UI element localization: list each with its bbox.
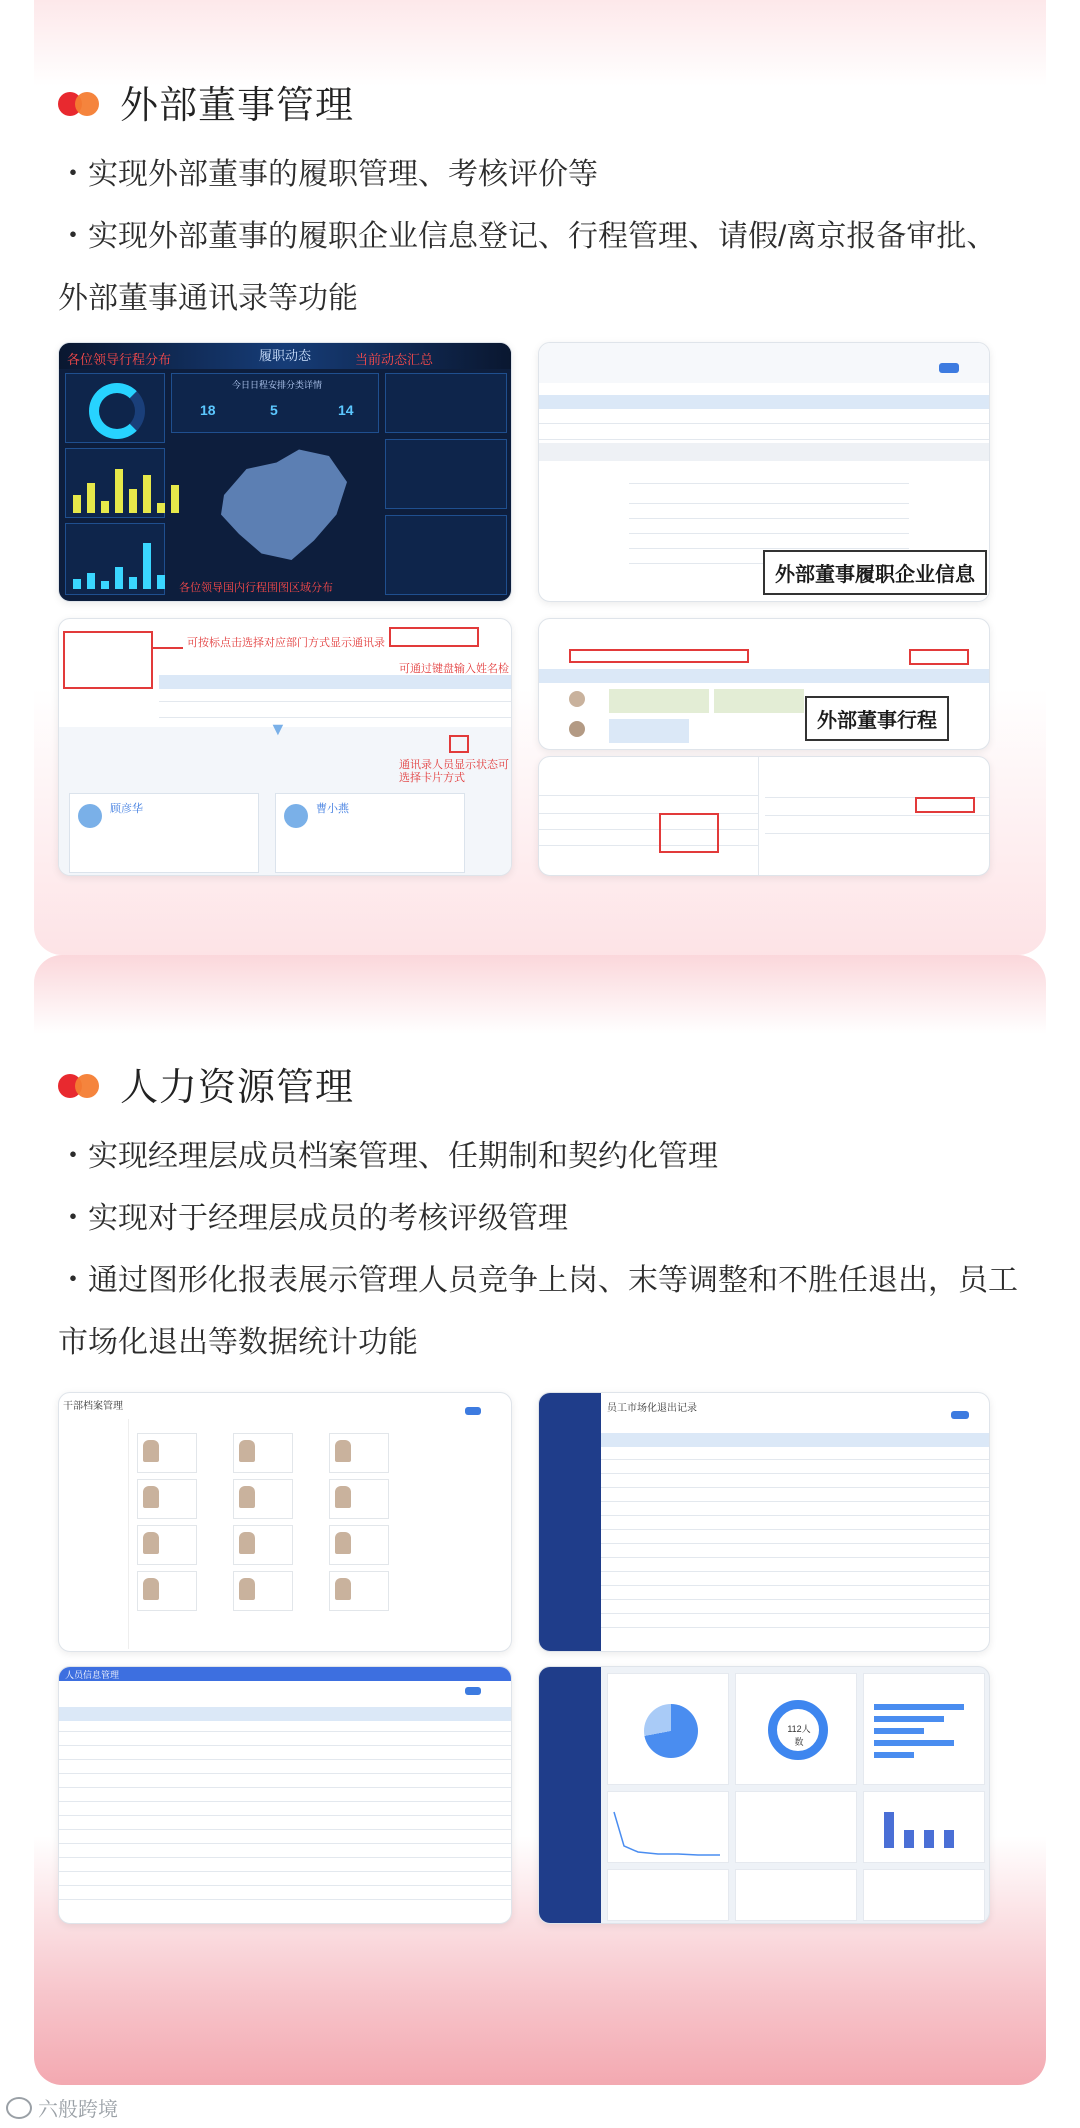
chart-panel [735,1791,857,1863]
sidebar [539,1393,601,1651]
table-row [601,1613,989,1614]
table-row [601,1571,989,1572]
dashboard-panel [385,439,507,509]
table-row [59,1899,511,1900]
chart-panel [607,1791,729,1863]
table-row [59,1885,511,1886]
profile-card[interactable] [137,1525,197,1565]
bar [874,1752,914,1758]
stat-value: 18 [200,402,216,418]
screenshot-leave-approval [538,756,990,876]
china-map-icon [209,443,359,573]
screenshot-personnel-roster [58,1666,512,1924]
table-row [539,829,758,830]
profile-card[interactable] [137,1433,197,1473]
profile-card[interactable] [233,1571,293,1611]
table-row [765,833,990,834]
profile-card[interactable] [233,1433,293,1473]
query-button[interactable] [465,1407,481,1415]
annotation-box [389,627,479,647]
table-row [59,1801,511,1802]
table-row [601,1585,989,1586]
toolbar [539,343,989,383]
ring-center-label: 112人数 [787,1724,811,1747]
watermark [6,2093,118,2122]
table-row [629,483,909,484]
annotation-text: 可按标点击选择对应部门方式显示通讯录 [187,637,385,649]
contact-card[interactable] [275,793,465,873]
table-row [59,1745,511,1746]
table-header [601,1433,989,1447]
annotation-text: 通讯录人员显示状态可选择卡片方式 [399,759,509,784]
section-title-hr [58,1056,354,1111]
profile-card[interactable] [329,1525,389,1565]
table-row [601,1543,989,1544]
table-row [59,1773,511,1774]
title-dots-icon [58,1069,104,1099]
table-row [59,1759,511,1760]
table-row [539,795,758,796]
avatar [569,691,585,707]
query-button[interactable] [939,363,959,373]
caption-label: 外部董事行程 [805,696,949,741]
bullet-item: ・实现对于经理层成员的考核评级管理 [58,1202,568,1235]
table-row [601,1529,989,1530]
screen-title: 员工市场化退出记录 [607,1403,697,1414]
section-title-text: 外部董事管理 [120,85,355,127]
line-chart-icon [608,1792,728,1862]
form-panel [765,757,990,876]
pie-chart-icon [644,1704,698,1758]
profile-card[interactable] [233,1479,293,1519]
table-header [159,675,511,689]
bar [874,1716,944,1722]
event-block[interactable] [609,689,709,713]
table-row [159,717,511,718]
dashboard-red-label: 各位领导行程分布 [67,352,172,367]
query-button[interactable] [951,1411,969,1419]
annotation-box [63,631,153,689]
table-row [539,813,758,814]
table-row [59,1787,511,1788]
table-row [629,533,909,534]
form-panel [539,757,759,876]
screenshot-duty-dashboard [58,342,512,602]
table-row [59,1829,511,1830]
watermark-logo-icon [6,2097,32,2119]
query-button[interactable] [465,1687,481,1695]
url-bar [539,443,989,461]
table-row [601,1599,989,1600]
bar [904,1830,914,1848]
table-row [601,1501,989,1502]
bullet-item: ・实现经理层成员档案管理、任期制和契约化管理 [58,1140,718,1173]
event-block[interactable] [714,689,804,713]
bar [874,1740,954,1746]
profile-card[interactable] [233,1525,293,1565]
profile-card[interactable] [329,1433,389,1473]
annotation-box [449,735,469,753]
dashboard-stats-panel [171,373,379,433]
screen-title: 干部档案管理 [63,1401,123,1412]
watermark-text: 六般跨境 [38,2099,118,2121]
table-header [59,1707,511,1721]
bar [944,1830,954,1848]
table-row [159,701,511,702]
table-row [601,1557,989,1558]
table-row [629,548,909,549]
bullet-item: ・实现外部董事的履职企业信息登记、行程管理、请假/离京报备审批、外部董事通讯录等功能 [58,220,997,315]
chart-panel [735,1673,857,1785]
screenshot-enterprise-info [538,342,990,602]
table-row [539,845,758,846]
stat-value: 5 [270,402,278,418]
bar-chart-icon [73,539,165,589]
dashboard-header: 履职动态 [59,343,511,369]
stats-caption: 今日日程安排分类详情 [232,380,323,390]
annotation-box [569,649,749,663]
annotation-box [659,813,719,853]
list-panel [863,1869,985,1921]
bullet-list-hr [58,1126,1018,1374]
list-panel [735,1869,857,1921]
screenshot-contacts [58,618,512,876]
avatar-icon [78,804,102,828]
caption-label: 外部董事履职企业信息 [763,550,987,595]
chart-panel [863,1673,985,1785]
table-row [601,1627,989,1628]
title-dots-icon [58,87,104,117]
sidebar [539,1667,601,1923]
annotation-arrow [153,647,183,649]
table-row [765,815,990,816]
donut-chart-icon [89,383,145,439]
table-row [59,1731,511,1732]
bullet-item: ・通过图形化报表展示管理人员竞争上岗、末等调整和不胜任退出，员工市场化退出等数据统计功能 [58,1264,1018,1359]
stat-value: 14 [338,402,354,418]
table-row [629,518,909,519]
table-row [601,1487,989,1488]
section-title-text: 人力资源管理 [120,1067,355,1109]
profile-card[interactable] [329,1479,389,1519]
dashboard-red-label: 当前动态汇总 [355,352,434,367]
dashboard-red-label: 各位领导国内行程围图区域分布 [179,582,333,594]
table-row [629,503,909,504]
table-row [601,1459,989,1460]
dashboard-panel [385,373,507,433]
title-bar [59,1667,511,1681]
bar-chart-icon [73,463,179,513]
table-row [59,1815,511,1816]
profile-card[interactable] [137,1479,197,1519]
table-row [59,1871,511,1872]
table-row [539,439,989,440]
annotation-text: 可通过键盘输入姓名检 [399,663,509,675]
screenshot-exit-records [538,1392,990,1652]
profile-card[interactable] [329,1571,389,1611]
contact-card[interactable] [69,793,259,873]
table-header [539,669,989,683]
screenshot-itinerary [538,618,990,750]
annotation-box [915,797,975,813]
avatar-icon [284,804,308,828]
arrow-down-icon: ▼ [269,719,287,739]
avatar [569,721,585,737]
screenshot-cadre-profiles [58,1392,512,1652]
table-row [59,1857,511,1858]
list-panel [607,1869,729,1921]
table-row [601,1473,989,1474]
chart-panel [607,1673,729,1785]
bar [924,1830,934,1848]
event-block[interactable] [609,719,689,743]
chart-panel [863,1791,985,1863]
bullet-list-external-directors [58,144,1018,330]
table-header [539,395,989,409]
contact-name: 曹小燕 [316,803,349,815]
table-row [539,423,989,424]
annotation-box [909,649,969,665]
screen-title: 人员信息管理 [65,1670,120,1680]
profile-card[interactable] [137,1571,197,1611]
bar [884,1812,894,1848]
bar [874,1704,964,1710]
table-row [601,1515,989,1516]
tree-panel [63,1419,129,1649]
screenshot-stats-dashboard [538,1666,990,1924]
table-row [59,1843,511,1844]
contact-name: 顾彦华 [110,803,143,815]
bullet-item: ・实现外部董事的履职管理、考核评价等 [58,158,598,191]
bar [874,1728,924,1734]
section-title-external-directors [58,74,354,129]
dashboard-panel [385,515,507,595]
